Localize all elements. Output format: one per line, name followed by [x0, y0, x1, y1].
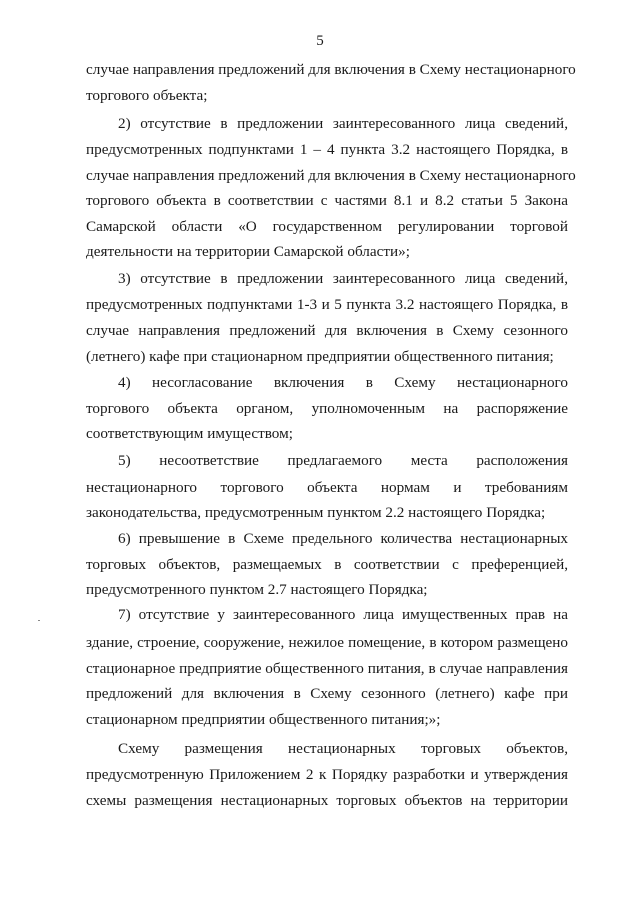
text-line: предложений для включения в Схему сезонного (летнего) кафе при: [86, 685, 568, 702]
text-line: (летнего) кафе при стационарном предприятии общественного питания;: [86, 348, 554, 365]
page-number: 5: [316, 33, 324, 49]
text-line: торгового объекта органом, уполномоченным на распоряжение: [86, 400, 568, 417]
text-line: случае направления предложений для включения в Схему сезонного: [86, 322, 568, 339]
text-line: 7) отсутствие у заинтересованного лица имущественных прав на: [118, 606, 568, 623]
text-line: 5) несоответствие предлагаемого места расположения: [118, 452, 568, 469]
text-line: деятельности на территории Самарской области»;: [86, 243, 410, 260]
text-line: здание, строение, сооружение, нежилое помещение, в котором размещено: [86, 634, 568, 651]
text-line: 6) превышение в Схеме предельного количества нестационарных: [118, 530, 568, 547]
text-line: 2) отсутствие в предложении заинтересованного лица сведений,: [118, 115, 568, 132]
text-line: Схему размещения нестационарных торговых объектов,: [118, 740, 568, 757]
scan-speck: [38, 620, 40, 621]
text-line: схемы размещения нестационарных торговых объектов на территории: [86, 792, 568, 809]
text-line: соответствующим имуществом;: [86, 425, 293, 442]
text-line: 3) отсутствие в предложении заинтересованного лица сведений,: [118, 270, 568, 287]
text-line: торговых объектов, размещаемых в соответствии с преференцией,: [86, 556, 568, 573]
text-line: нестационарного торгового объекта нормам и требованиям: [86, 479, 568, 496]
text-line: Самарской области «О государственном регулировании торговой: [86, 218, 568, 235]
text-line: стационарное предприятие общественного питания, в случае направления: [86, 660, 568, 677]
text-line: стационарном предприятии общественного питания;»;: [86, 711, 441, 728]
text-line: предусмотренных подпунктами 1 – 4 пункта 3.2 настоящего Порядка, в: [86, 141, 568, 158]
text-line: предусмотренную Приложением 2 к Порядку разработки и утверждения: [86, 766, 568, 783]
text-line: случае направления предложений для включения в Схему нестационарного: [86, 61, 576, 78]
text-line: торгового объекта в соответствии с частями 8.1 и 8.2 статьи 5 Закона: [86, 192, 568, 209]
text-line: 4) несогласование включения в Схему нестационарного: [118, 374, 568, 391]
text-line: предусмотренного пунктом 2.7 настоящего Порядка;: [86, 581, 428, 598]
text-line: торгового объекта;: [86, 87, 208, 104]
text-line: законодательства, предусмотренным пунктом 2.2 настоящего Порядка;: [86, 504, 546, 521]
text-line: предусмотренных подпунктами 1-3 и 5 пункта 3.2 настоящего Порядка, в: [86, 296, 568, 313]
text-line: случае направления предложений для включения в Схему нестационарного: [86, 167, 576, 184]
